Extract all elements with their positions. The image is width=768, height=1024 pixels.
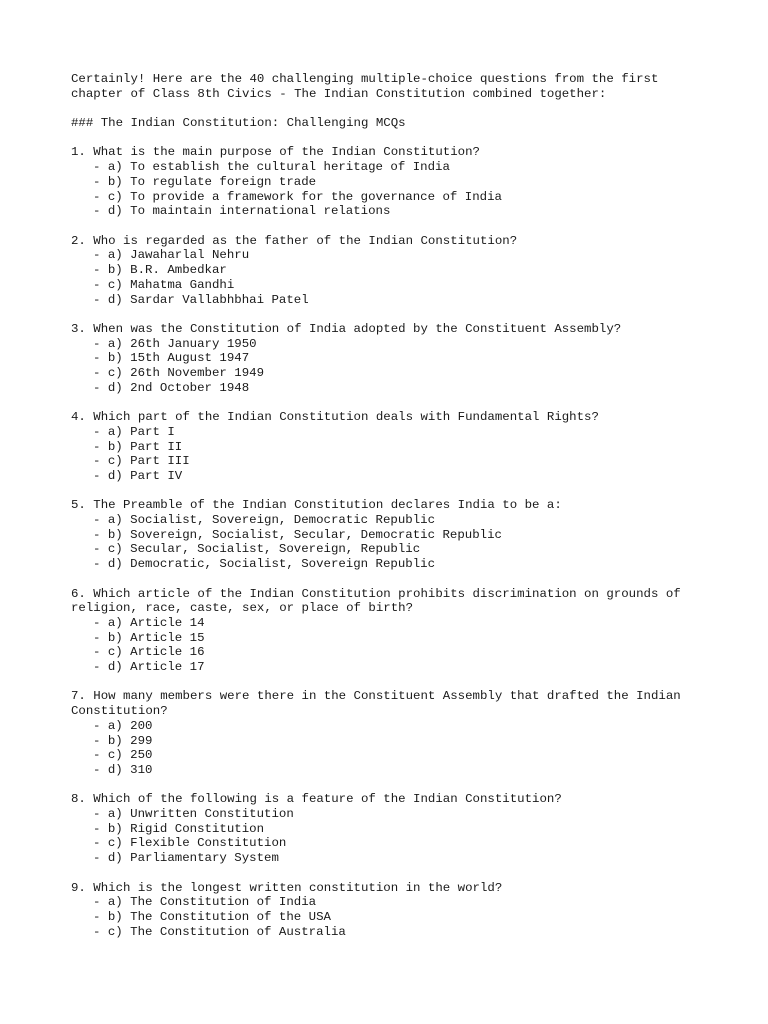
- answer-option: - c) 250: [93, 748, 153, 763]
- answer-option: - a) Article 14: [93, 615, 205, 630]
- answer-option: - c) To provide a framework for the governance of India: [93, 189, 502, 204]
- question-text: 2. Who is regarded as the father of the Indian Constitution?: [71, 233, 518, 248]
- question-block: [71, 234, 701, 308]
- question-block: [71, 587, 701, 675]
- answer-option: - a) 26th January 1950: [93, 336, 257, 351]
- document-page: [71, 72, 701, 954]
- answer-option: - a) 200: [93, 718, 153, 733]
- answer-option: - d) 2nd October 1948: [93, 380, 250, 395]
- answer-option: - b) To regulate foreign trade: [93, 174, 317, 189]
- answer-option: - d) 310: [93, 762, 153, 777]
- question-block: [71, 410, 701, 484]
- question-text: religion, race, caste, sex, or place of birth?: [71, 601, 414, 616]
- question-block: [71, 145, 701, 219]
- question-text: 7. How many members were there in the Constituent Assembly that drafted the Indian: [71, 689, 681, 704]
- answer-option: - c) Part III: [93, 454, 190, 469]
- answer-option: - a) To establish the cultural heritage of India: [93, 160, 450, 175]
- answer-option: - c) Article 16: [93, 645, 205, 660]
- section-heading: ### The Indian Constitution: Challenging MCQs: [71, 116, 406, 131]
- answer-option: - b) 15th August 1947: [93, 351, 250, 366]
- question-text: 9. Which is the longest written constitution in the world?: [71, 880, 503, 895]
- answer-option: - c) 26th November 1949: [93, 366, 265, 380]
- answer-option: - b) Part II: [93, 439, 183, 454]
- answer-option: - d) Democratic, Socialist, Sovereign Republic: [93, 557, 436, 572]
- question-block: [71, 498, 701, 572]
- question-text: 8. Which of the following is a feature of the Indian Constitution?: [71, 792, 562, 807]
- question-list: [71, 145, 701, 939]
- answer-option: - c) The Constitution of Australia: [93, 924, 346, 939]
- question-text: Constitution?: [71, 704, 168, 719]
- question-text: 3. When was the Constitution of India adopted by the Constituent Assembly?: [71, 321, 622, 336]
- intro-line: Certainly! Here are the 40 challenging multiple-choice questions from the first: [71, 72, 659, 86]
- answer-option: - b) Article 15: [93, 630, 205, 645]
- answer-option: - c) Mahatma Gandhi: [93, 277, 235, 292]
- question-text: 4. Which part of the Indian Constitution deals with Fundamental Rights?: [71, 410, 599, 425]
- answer-option: - d) To maintain international relations: [93, 204, 391, 219]
- answer-option: - b) B.R. Ambedkar: [93, 263, 227, 278]
- question-text: 6. Which article of the Indian Constitution prohibits discrimination on grounds of: [71, 586, 681, 601]
- answer-option: - a) Jawaharlal Nehru: [93, 248, 250, 263]
- intro-paragraph: [71, 72, 701, 101]
- question-block: [71, 792, 701, 866]
- question-text: 1. What is the main purpose of the Indian Constitution?: [71, 145, 480, 160]
- intro-line: chapter of Class 8th Civics - The Indian Constitution combined together:: [71, 86, 607, 101]
- answer-option: - c) Flexible Constitution: [93, 836, 287, 851]
- answer-option: - a) The Constitution of India: [93, 895, 317, 910]
- answer-option: - b) 299: [93, 733, 153, 748]
- answer-option: - a) Part I: [93, 424, 175, 439]
- answer-option: - b) The Constitution of the USA: [93, 909, 331, 924]
- answer-option: - d) Parliamentary System: [93, 851, 279, 866]
- answer-option: - b) Rigid Constitution: [93, 821, 265, 836]
- question-block: [71, 881, 701, 940]
- answer-option: - b) Sovereign, Socialist, Secular, Democratic Republic: [93, 527, 502, 542]
- question-block: [71, 689, 701, 777]
- answer-option: - d) Article 17: [93, 660, 205, 675]
- answer-option: - d) Sardar Vallabhbhai Patel: [93, 292, 309, 307]
- answer-option: - a) Socialist, Sovereign, Democratic Republic: [93, 513, 436, 527]
- answer-option: - d) Part IV: [93, 468, 183, 483]
- question-block: [71, 322, 701, 396]
- question-text: 5. The Preamble of the Indian Constitution declares India to be a:: [71, 498, 562, 513]
- answer-option: - c) Secular, Socialist, Sovereign, Republic: [93, 542, 421, 557]
- answer-option: - a) Unwritten Constitution: [93, 807, 294, 822]
